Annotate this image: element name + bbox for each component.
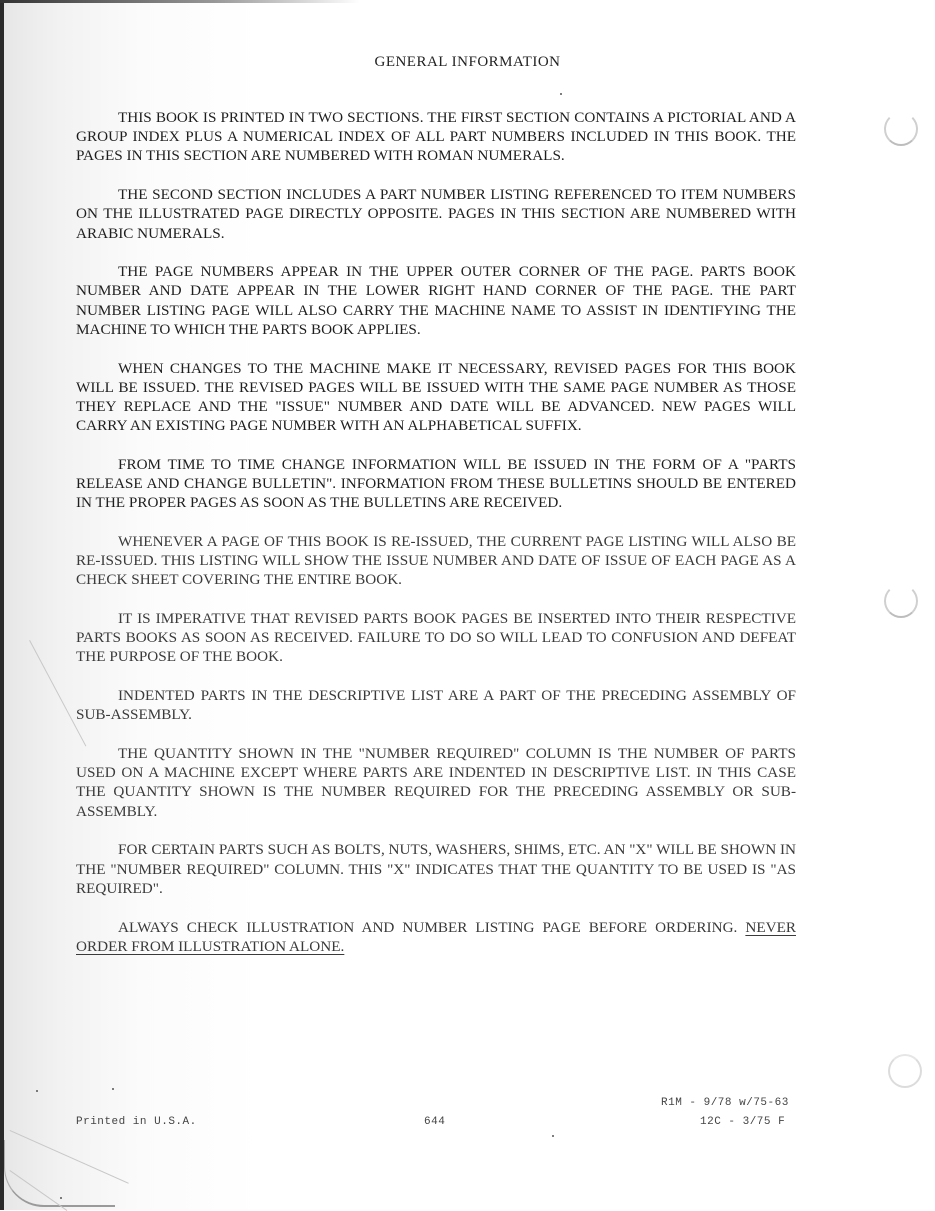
paragraph-reissue: WHENEVER A PAGE OF THIS BOOK IS RE-ISSUED, THE CURRENT PAGE LISTING WILL ALSO BE RE-ISSUED. THIS LISTING WILL SHOW THE ISSUE NUMBER AND DATE OF ISSUE OF EACH PAGE AS A CHECK SHEET COVERING THE ENTIRE BOOK. xyxy=(76,532,796,589)
paragraph-quantity: THE QUANTITY SHOWN IN THE "NUMBER REQUIRED" COLUMN IS THE NUMBER OF PARTS USED ON A MACHINE EXCEPT WHERE PARTS ARE INDENTED IN DESCRIPTIVE LIST. IN THIS CASE THE QUANTITY SHOWN IS THE NUMBER REQUIRED FOR THE PRECEDING ASSEMBLY OR SUB-ASSEMBLY. xyxy=(76,745,796,820)
page-number: 644 xyxy=(424,1116,446,1128)
scan-speck xyxy=(112,1088,114,1090)
document-body xyxy=(76,108,796,975)
paragraph-second-section: THE SECOND SECTION INCLUDES A PART NUMBER LISTING REFERENCED TO ITEM NUMBERS ON THE ILLUSTRATED PAGE DIRECTLY OPPOSITE. PAGES IN THIS SECTION ARE NUMBERED WITH ARABIC NUMERALS. xyxy=(76,186,796,242)
paragraph-page-numbers: THE PAGE NUMBERS APPEAR IN THE UPPER OUTER CORNER OF THE PAGE. PARTS BOOK NUMBER AND DATE APPEAR IN THE LOWER RIGHT HAND CORNER OF THE PAGE. THE PART NUMBER LISTING PAGE WILL ALSO CARRY THE MACHINE NAME TO ASSIST IN IDENTIFYING THE MACHINE TO WHICH THE PARTS BOOK APPLIES. xyxy=(76,263,796,338)
revision-line-1: R1M - 9/78 w/75-63 xyxy=(661,1097,789,1109)
always-check-text: ALWAYS CHECK ILLUSTRATION AND NUMBER LISTING PAGE BEFORE ORDERING. xyxy=(118,918,746,936)
paragraph-indented-parts: INDENTED PARTS IN THE DESCRIPTIVE LIST ARE A PART OF THE PRECEDING ASSEMBLY OF SUB-ASSEMBLY. xyxy=(76,687,796,724)
revision-line-2: 12C - 3/75 F xyxy=(700,1116,786,1128)
page-left-edge xyxy=(0,0,4,1210)
punch-hole-icon xyxy=(888,1054,922,1088)
paragraph-x-required: FOR CERTAIN PARTS SUCH AS BOLTS, NUTS, WASHERS, SHIMS, ETC. AN "X" WILL BE SHOWN IN THE "NUMBER REQUIRED" COLUMN. THIS "X" INDICATES THAT THE QUANTITY TO BE USED IS "AS REQUIRED". xyxy=(76,841,796,897)
scan-speck xyxy=(60,1197,62,1199)
scan-speck xyxy=(560,93,562,95)
printed-in-label: Printed in U.S.A. xyxy=(76,1116,197,1128)
paragraph-sections: THIS BOOK IS PRINTED IN TWO SECTIONS. THE FIRST SECTION CONTAINS A PICTORIAL AND A GROUP INDEX PLUS A NUMERICAL INDEX OF ALL PART NUMBERS INCLUDED IN THIS BOOK. THE PAGES IN THIS SECTION ARE NUMBERED WITH ROMAN NUMERALS. xyxy=(76,109,796,165)
page-top-edge xyxy=(0,0,360,3)
paragraph-revised-pages: WHEN CHANGES TO THE MACHINE MAKE IT NECESSARY, REVISED PAGES FOR THIS BOOK WILL BE ISSUED. THE REVISED PAGES WILL BE ISSUED WITH THE SAME PAGE NUMBER AS THOSE THEY REPLACE AND THE "ISSUE" NUMBER AND DATE WILL BE ADVANCED. NEW PAGES WILL CARRY AN EXISTING PAGE NUMBER WITH AN ALPHABETICAL SUFFIX. xyxy=(76,359,796,435)
paragraph-imperative: IT IS IMPERATIVE THAT REVISED PARTS BOOK PAGES BE INSERTED INTO THEIR RESPECTIVE PARTS BOOKS AS SOON AS RECEIVED. FAILURE TO DO SO WILL LEAD TO CONFUSION AND DEFEAT THE PURPOSE OF THE BOOK. xyxy=(76,610,796,666)
page-title: GENERAL INFORMATION xyxy=(374,54,561,70)
never-order-warning: NEVER ORDER FROM ILLUSTRATION ALONE. xyxy=(76,918,796,955)
punch-hole-icon xyxy=(884,112,918,146)
scan-speck xyxy=(36,1090,38,1092)
paragraph-always-check xyxy=(76,918,796,956)
punch-hole-icon xyxy=(884,584,918,618)
paragraph-change-bulletin: FROM TIME TO TIME CHANGE INFORMATION WILL BE ISSUED IN THE FORM OF A "PARTS RELEASE AND CHANGE BULLETIN". INFORMATION FROM THESE BULLETINS SHOULD BE ENTERED IN THE PROPER PAGES AS SOON AS THE BULLETINS ARE RECEIVED. xyxy=(76,455,796,512)
scan-speck xyxy=(552,1135,554,1137)
